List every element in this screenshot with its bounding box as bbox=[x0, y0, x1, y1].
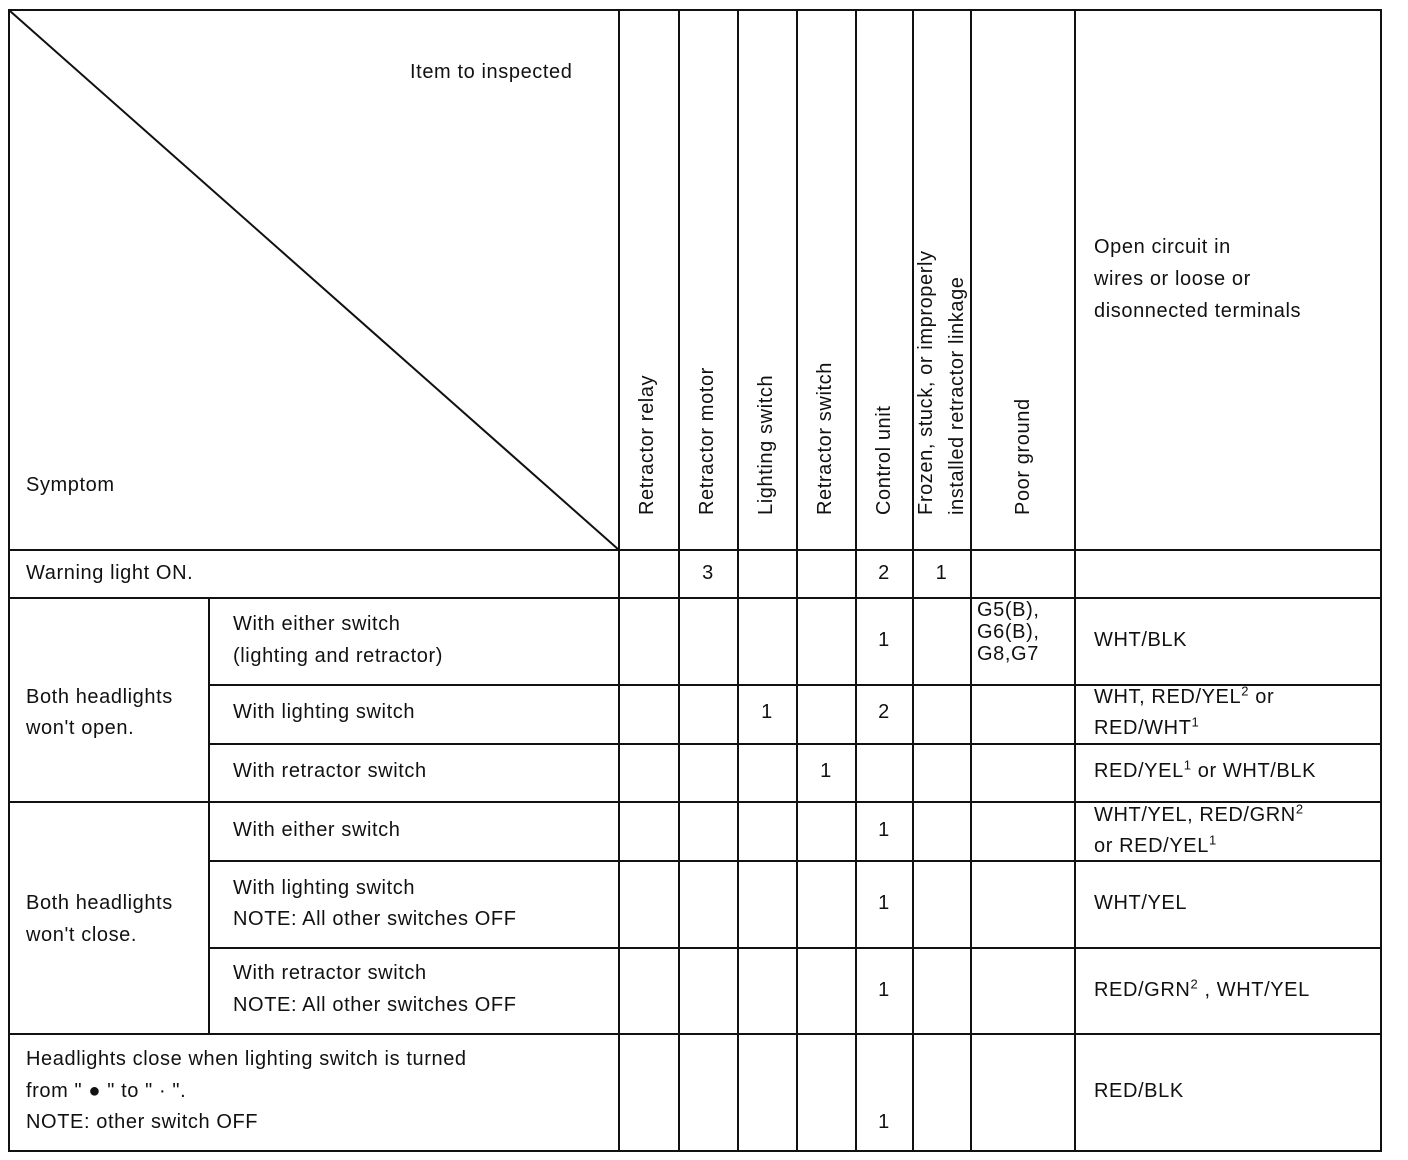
wire-footnote: 2 bbox=[1190, 976, 1199, 992]
cell-value: 1 bbox=[878, 819, 890, 841]
wire-text: WHT, RED/YEL bbox=[1094, 686, 1242, 708]
col-header-poor-ground: Poor ground bbox=[1012, 398, 1034, 515]
symptom-group-wont-open-line2: won't open. bbox=[26, 717, 135, 739]
wire-text: or RED/YEL bbox=[1094, 835, 1209, 857]
cell-value: 1 bbox=[878, 892, 890, 914]
wire-text: WHT/YEL, RED/GRN bbox=[1094, 804, 1296, 826]
symptom-headlights-close: Headlights close when lighting switch is turned bbox=[26, 1048, 467, 1070]
cell-value: 1 bbox=[820, 760, 832, 782]
col-header-frozen-line1: Frozen, stuck, or improperly bbox=[915, 250, 937, 515]
cell-value: 2 bbox=[878, 701, 890, 723]
condition-either-switch: With either switch bbox=[233, 819, 401, 841]
cell-value: 1 bbox=[878, 979, 890, 1001]
item-to-inspect-label: Item to inspected bbox=[410, 61, 573, 83]
symptom-warning-light: Warning light ON. bbox=[26, 562, 194, 584]
cell-value: 3 bbox=[702, 562, 714, 584]
ground-value: G8,G7 bbox=[977, 643, 1039, 665]
cell-value: 1 bbox=[878, 1111, 890, 1133]
symptom-group-wont-close: Both headlights bbox=[26, 892, 173, 914]
wire-footnote: 1 bbox=[1191, 714, 1200, 730]
wire-value bbox=[1094, 975, 1310, 1006]
wire-footnote: 1 bbox=[1183, 757, 1192, 773]
wire-text: RED/YEL bbox=[1094, 760, 1184, 782]
wire-value bbox=[1094, 831, 1217, 862]
ground-value: G5(B), bbox=[977, 599, 1040, 621]
wire-text: or WHT/BLK bbox=[1191, 760, 1317, 782]
wire-value: RED/BLK bbox=[1094, 1080, 1184, 1102]
wire-text: RED/WHT bbox=[1094, 717, 1192, 739]
col-header-open-circuit-line2: wires or loose or bbox=[1094, 268, 1251, 290]
cell-value: 2 bbox=[878, 562, 890, 584]
wire-value bbox=[1094, 682, 1274, 713]
wire-value bbox=[1094, 713, 1199, 744]
condition-note: NOTE: All other switches OFF bbox=[233, 908, 517, 930]
col-header-open-circuit-line1: Open circuit in bbox=[1094, 236, 1231, 258]
symptom-group-wont-close-line2: won't close. bbox=[26, 924, 138, 946]
symptom-note: NOTE: other switch OFF bbox=[26, 1111, 259, 1133]
wire-value bbox=[1094, 800, 1304, 831]
col-header-retractor-relay: Retractor relay bbox=[636, 374, 658, 515]
cell-value: 1 bbox=[935, 562, 948, 584]
wire-text: or bbox=[1249, 686, 1275, 708]
wire-footnote: 1 bbox=[1208, 832, 1217, 848]
cell-value: 1 bbox=[761, 701, 773, 723]
col-header-lighting-switch: Lighting switch bbox=[755, 374, 777, 515]
wire-footnote: 2 bbox=[1241, 683, 1250, 699]
wire-value bbox=[1094, 756, 1316, 787]
condition-retractor-switch: With retractor switch bbox=[233, 760, 427, 782]
condition-lighting-switch: With lighting switch bbox=[233, 877, 416, 899]
ground-value: G6(B), bbox=[977, 621, 1040, 643]
col-header-open-circuit-line3: disonnected terminals bbox=[1094, 300, 1302, 322]
wire-text: RED/GRN bbox=[1094, 979, 1191, 1001]
col-header-retractor-switch: Retractor switch bbox=[814, 362, 836, 515]
col-header-frozen-line2: installed retractor linkage bbox=[946, 276, 968, 515]
wire-text: , WHT/YEL bbox=[1198, 979, 1310, 1001]
wire-value: WHT/YEL bbox=[1094, 892, 1188, 914]
condition-lighting-switch: With lighting switch bbox=[233, 701, 416, 723]
col-header-retractor-motor: Retractor motor bbox=[696, 367, 718, 515]
cell-value: 1 bbox=[878, 629, 890, 651]
wire-value: WHT/BLK bbox=[1094, 629, 1188, 651]
wire-footnote: 2 bbox=[1295, 801, 1304, 817]
symptom-group-wont-open: Both headlights bbox=[26, 686, 173, 708]
symptom-headlights-close-line2: from " ● " to " · ". bbox=[26, 1080, 187, 1102]
col-header-control-unit: Control unit bbox=[873, 405, 895, 515]
condition-note: NOTE: All other switches OFF bbox=[233, 994, 517, 1016]
condition-either-switch-note: (lighting and retractor) bbox=[233, 645, 444, 667]
condition-either-switch: With either switch bbox=[233, 613, 401, 635]
condition-retractor-switch: With retractor switch bbox=[233, 962, 427, 984]
symptom-label: Symptom bbox=[26, 474, 115, 496]
